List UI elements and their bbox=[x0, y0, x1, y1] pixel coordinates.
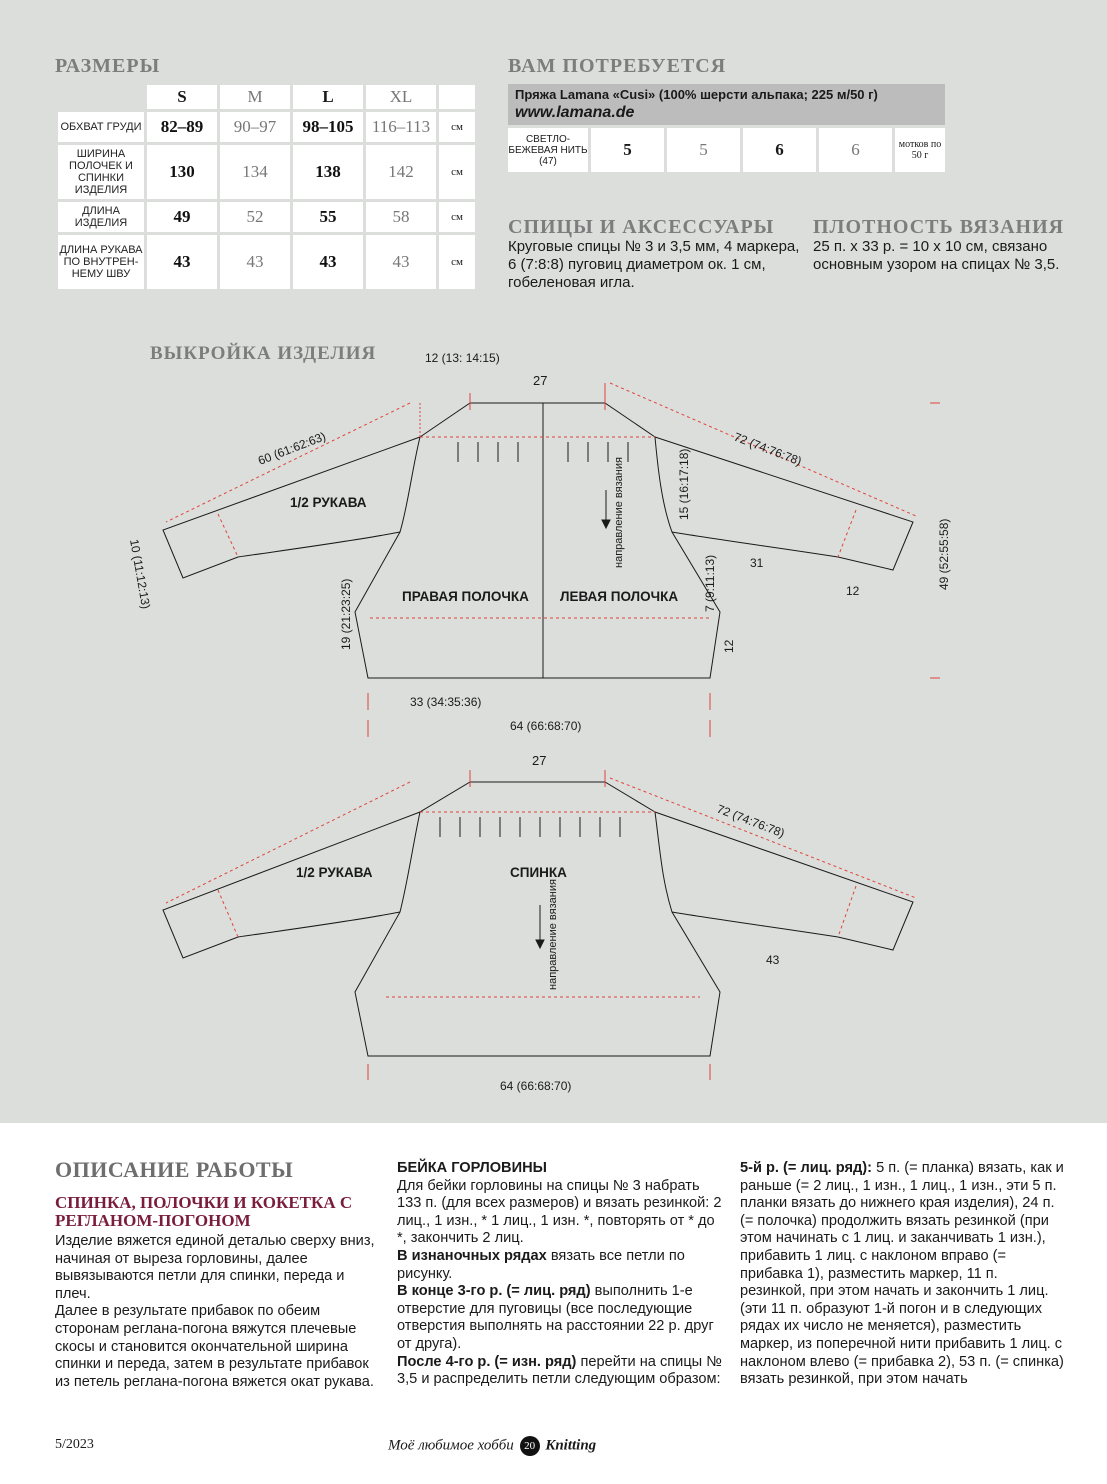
col3-bold: 5-й р. (= лиц. ряд): bbox=[740, 1160, 873, 1176]
cell: 43 bbox=[220, 235, 290, 289]
back-label: СПИНКА bbox=[510, 865, 567, 880]
back-cuff-left bbox=[218, 890, 238, 937]
total-length-dim: 49 (52:55:58) bbox=[937, 518, 951, 590]
front-neck-depth: 12 (13: 14:15) bbox=[425, 351, 500, 365]
col2-text: выполнить 1-е отверстие для пуговицы (все последующие отверстия выполнять на расстоянии 22 р. друг от друга). bbox=[397, 1283, 714, 1352]
size-header: L bbox=[293, 85, 363, 109]
front-cuff-right-dim: 12 bbox=[846, 584, 860, 598]
front-raglan-left bbox=[166, 403, 410, 522]
size-header: M bbox=[220, 85, 290, 109]
back-left-sleeve bbox=[163, 812, 420, 958]
back-full-width-dim: 64 (66:68:70) bbox=[500, 1079, 572, 1093]
yarn-url: www.lamana.de bbox=[515, 104, 635, 121]
row-label: ОБХВАТ ГРУДИ bbox=[58, 112, 144, 142]
gauge-text: 25 п. х 33 р. = 10 х 10 см, связано основным узором на спицах № 3,5. bbox=[813, 238, 1060, 273]
cell: 90–97 bbox=[220, 112, 290, 142]
pattern-schematic bbox=[0, 330, 1107, 1120]
front-full-width-dim: 64 (66:68:70) bbox=[510, 719, 582, 733]
back-raglan-left bbox=[166, 782, 410, 903]
cell: 142 bbox=[366, 145, 436, 199]
front-sleeve-length-dim: 31 bbox=[750, 556, 764, 570]
front-cuff-left bbox=[218, 514, 238, 557]
yarn-unit: мотков по 50 г bbox=[895, 128, 945, 172]
col3-text: 5 п. (= планка) вязать, как и раньше (= 2 лиц., 1 изн., 1 лиц., 1 изн., эти 5 п. планки вязать до нижнего края изделия), 24 п. (= полочка) продолжить вязать резинкой (при этом начинать с 1 лиц. и заканчивать 1 изн.), прибавить 1 лиц. с наклоном вправо (= прибавка 1), разместить маркер, 11 п. резинкой, при этом начать и закончить 1 лиц. (эти 11 п. образуют 1-й погон и в следующих рядах их число не меняется), разместить маркер, из поперечной нити прибавить 1 лиц. с наклоном влево (= прибавка 2), 53 п. (= спинка) вязать резинкой, при этом начать bbox=[740, 1160, 1064, 1388]
yoke-depth-dim: 15 (16:17:18) bbox=[677, 448, 691, 520]
unit: см bbox=[439, 202, 475, 232]
back-raglan-right bbox=[610, 778, 916, 898]
side-left-dim: 19 (21:23:25) bbox=[339, 578, 353, 650]
description-title: ОПИСАНИЕ РАБОТЫ bbox=[55, 1157, 294, 1182]
yarn-bar bbox=[508, 84, 945, 125]
cell: 116–113 bbox=[366, 112, 436, 142]
hem-dim: 12 bbox=[722, 639, 736, 653]
row-label: ДЛИНА РУКАВА ПО ВНУТРЕН-НЕМУ ШВУ bbox=[58, 235, 144, 289]
page-number: 20 bbox=[520, 1436, 540, 1456]
description-col2 bbox=[397, 1160, 722, 1389]
cell: 130 bbox=[147, 145, 217, 199]
col2-bold: После 4-го р. (= изн. ряд) bbox=[397, 1353, 577, 1370]
unit: см bbox=[439, 145, 475, 199]
materials-title: ВАМ ПОТРЕБУЕТСЯ bbox=[508, 55, 727, 77]
col2-bold: В изнаночных рядах bbox=[397, 1247, 547, 1264]
front-cuff-right bbox=[838, 510, 856, 557]
col2-paragraph: Для бейки горловины на спицы № 3 набрать 133 п. (для всех размеров) и вязать резинкой: 2 лиц., 1 изн., * 1 лиц., 1 изн. *, повторять от * до *, закончить 2 лиц. bbox=[397, 1177, 722, 1247]
yarn-amount: 5 bbox=[591, 128, 664, 172]
yarn-color-label: СВЕТЛО-БЕЖЕВАЯ НИТЬ (47) bbox=[508, 128, 588, 172]
side-right-dim: 7 (9:11:13) bbox=[703, 554, 717, 612]
col2-text: перейти на спицы № 3,5 и распределить петли следующим образом: bbox=[397, 1353, 722, 1388]
col2-text: вязать все петли по рисунку. bbox=[397, 1247, 685, 1282]
front-raglan-left-dim: 60 (61:62:63) bbox=[256, 429, 328, 468]
needles-title: СПИЦЫ И АКСЕССУАРЫ bbox=[508, 216, 775, 238]
brand-name: Knitting bbox=[545, 1437, 597, 1454]
cell: 43 bbox=[147, 235, 217, 289]
description-col3 bbox=[740, 1160, 1065, 1389]
cell: 58 bbox=[366, 202, 436, 232]
schematic-svg bbox=[0, 330, 1107, 1120]
front-neck-width: 27 bbox=[533, 373, 548, 388]
back-neck-width: 27 bbox=[532, 753, 547, 768]
cell: 43 bbox=[293, 235, 363, 289]
gauge-title: ПЛОТНОСТЬ ВЯЗАНИЯ bbox=[813, 216, 1065, 238]
sizes-table bbox=[55, 82, 478, 292]
issue-number: 5/2023 bbox=[55, 1437, 94, 1452]
cell: 134 bbox=[220, 145, 290, 199]
cell: 82–89 bbox=[147, 112, 217, 142]
yarn-amount: 5 bbox=[667, 128, 740, 172]
yarn-table bbox=[505, 125, 948, 175]
description-col1 bbox=[55, 1233, 375, 1391]
back-outline bbox=[355, 782, 720, 1056]
col1-paragraph: Изделие вяжется единой деталью сверху вниз, начиная от выреза горловины, далее вывязываются петли для спинки, переда и плеч. bbox=[55, 1233, 375, 1302]
neckband-title: БЕЙКА ГОРЛОВИНЫ bbox=[397, 1160, 547, 1176]
back-cuff-right bbox=[838, 886, 856, 937]
cell: 52 bbox=[220, 202, 290, 232]
cell: 138 bbox=[293, 145, 363, 199]
row-label: ДЛИНА ИЗДЕЛИЯ bbox=[58, 202, 144, 232]
right-front-label: ПРАВАЯ ПОЛОЧКА bbox=[402, 589, 529, 604]
magazine-footer bbox=[388, 1436, 596, 1456]
col2-bold: В конце 3-го р. (= лиц. ряд) bbox=[397, 1283, 591, 1300]
row-label: ШИРИНА ПОЛОЧЕК И СПИНКИ ИЗДЕЛИЯ bbox=[58, 145, 144, 199]
sizes-title: РАЗМЕРЫ bbox=[55, 55, 161, 77]
front-sleeve-label: 1/2 РУКАВА bbox=[290, 495, 367, 510]
back-sleeve-label: 1/2 РУКАВА bbox=[296, 865, 373, 880]
back-direction-label: направление вязания bbox=[547, 879, 559, 990]
yarn-amount: 6 bbox=[743, 128, 816, 172]
unit: см bbox=[439, 112, 475, 142]
half-width-dim: 33 (34:35:36) bbox=[410, 695, 482, 709]
cell: 43 bbox=[366, 235, 436, 289]
cell: 55 bbox=[293, 202, 363, 232]
yarn-line: Пряжа Lamana «Cusi» (100% шерсти альпака; 225 м/50 г) bbox=[515, 87, 878, 102]
back-raglan-dim: 72 (74:76:78) bbox=[714, 801, 787, 841]
needles-text: Круговые спицы № 3 и 3,5 мм, 4 маркера, 6 (7:8:8) пуговиц диаметром ок. 1 см, гобеленовая игла. bbox=[508, 238, 800, 291]
cell: 49 bbox=[147, 202, 217, 232]
col1-paragraph: Далее в результате прибавок по обеим сторонам реглана-погона вяжутся плечевые скосы и становится окончательной ширина спинки и переда, затем в результате прибавок из петель реглана-погона вяжется окат рукава. bbox=[55, 1303, 374, 1390]
unit: см bbox=[439, 235, 475, 289]
front-outline bbox=[355, 403, 720, 678]
front-direction-label: направление вязания bbox=[613, 457, 625, 568]
front-cuff-left-dim: 10 (11:12:13) bbox=[127, 538, 154, 610]
front-raglan-right-dim: 72 (74:76:78) bbox=[731, 429, 804, 469]
size-header: S bbox=[147, 85, 217, 109]
cell: 98–105 bbox=[293, 112, 363, 142]
pattern-title: ВЫКРОЙКА ИЗДЕЛИЯ bbox=[150, 343, 377, 364]
yarn-amount: 6 bbox=[819, 128, 892, 172]
size-header: XL bbox=[366, 85, 436, 109]
left-front-label: ЛЕВАЯ ПОЛОЧКА bbox=[560, 589, 679, 604]
description-subtitle: СПИНКА, ПОЛОЧКИ И КОКЕТКА С РЕГЛАНОМ-ПОГОНОМ bbox=[55, 1193, 353, 1230]
magazine-name: Моё любимое хобби bbox=[388, 1437, 514, 1454]
back-sleeve-length-dim: 43 bbox=[766, 953, 780, 967]
